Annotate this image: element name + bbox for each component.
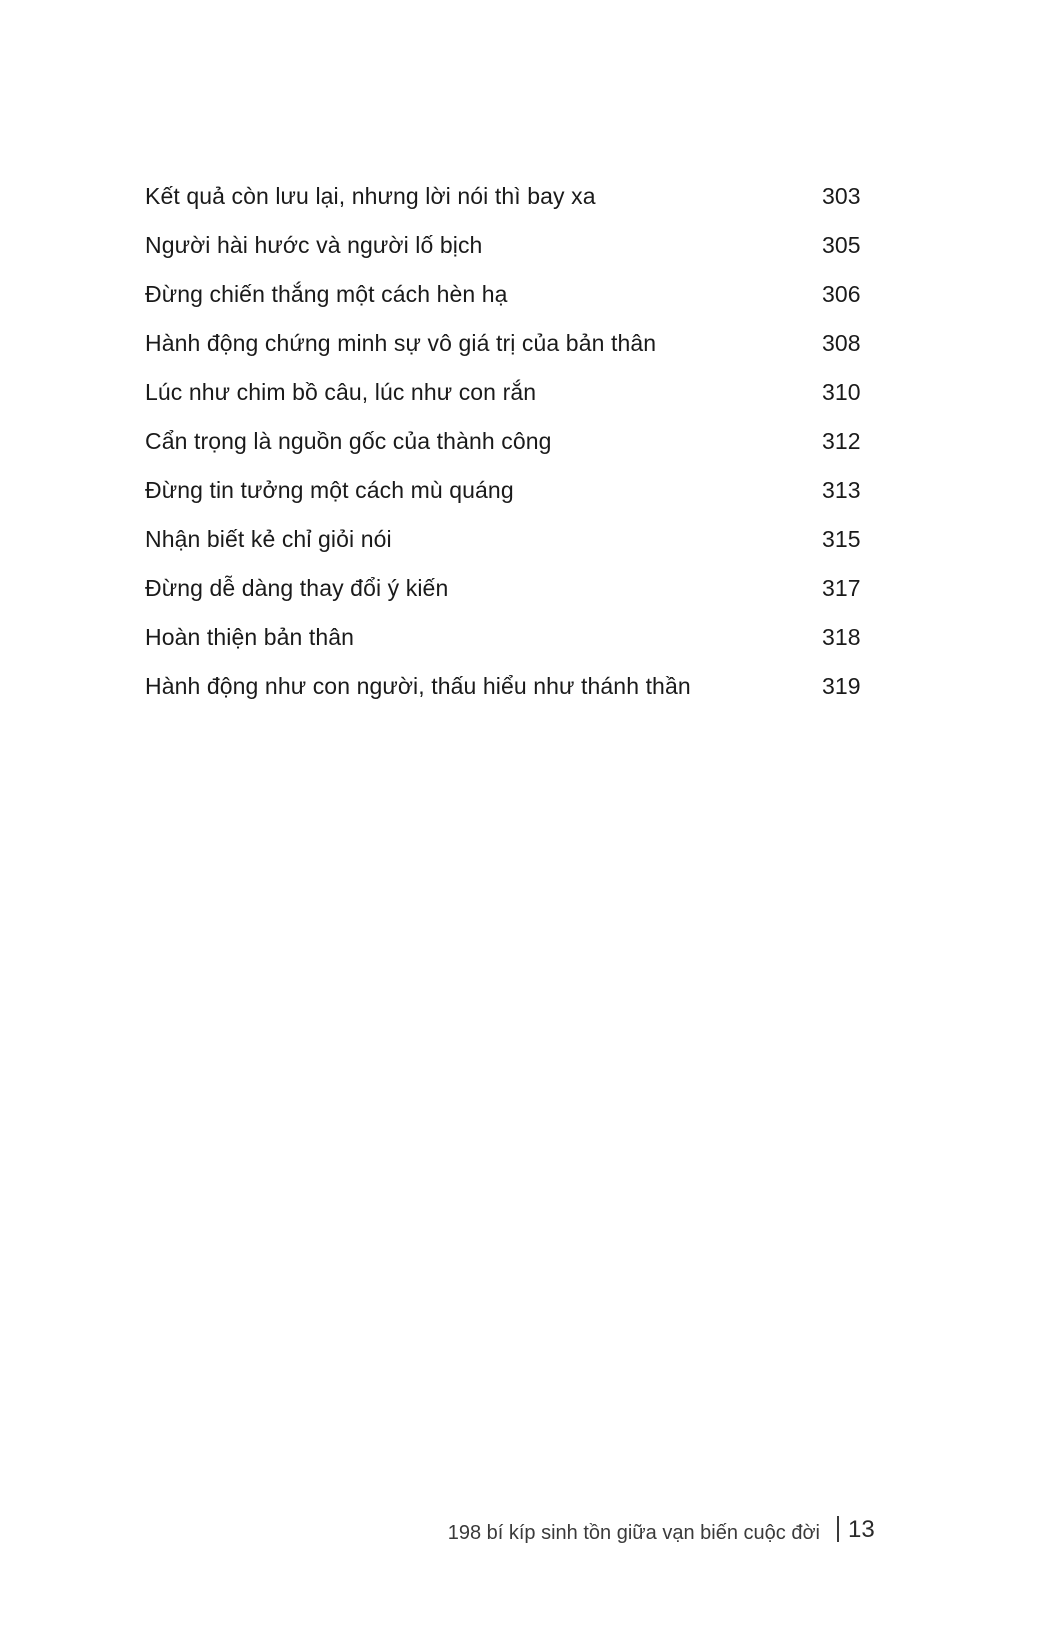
toc-entry-page: 319 <box>822 673 861 699</box>
toc-entry-title: Hoàn thiện bản thân <box>145 624 355 650</box>
toc-entry[interactable] <box>145 564 865 613</box>
page-number: 13 <box>848 1516 875 1543</box>
toc-entry[interactable] <box>145 368 865 417</box>
toc-entry[interactable] <box>145 319 865 368</box>
toc-entry-page: 317 <box>822 575 861 601</box>
toc-entry[interactable] <box>145 270 865 319</box>
toc-entry-title: Đừng dễ dàng thay đổi ý kiến <box>145 575 449 601</box>
toc-entry-title: Lúc như chim bồ câu, lúc như con rắn <box>145 379 537 405</box>
toc-entry[interactable] <box>145 221 865 270</box>
toc-entry-title: Kết quả còn lưu lại, nhưng lời nói thì bay xa <box>145 183 596 209</box>
toc-entry-title: Hành động chứng minh sự vô giá trị của bản thân <box>145 330 657 356</box>
toc-entry-page: 315 <box>822 526 861 552</box>
table-of-contents <box>145 172 865 711</box>
toc-entry-title: Đừng tin tưởng một cách mù quáng <box>145 477 514 503</box>
toc-entry[interactable] <box>145 613 865 662</box>
toc-entry-title: Nhận biết kẻ chỉ giỏi nói <box>145 526 392 552</box>
toc-entry-page: 313 <box>822 477 861 503</box>
toc-entry[interactable] <box>145 515 865 564</box>
toc-entry-page: 303 <box>822 183 861 209</box>
toc-entry-page: 310 <box>822 379 861 405</box>
toc-entry-title: Cẩn trọng là nguồn gốc của thành công <box>145 428 552 454</box>
running-book-title: 198 bí kíp sinh tồn giữa vạn biến cuộc đời <box>447 1522 820 1544</box>
toc-entry[interactable] <box>145 172 865 221</box>
toc-entry-page: 305 <box>822 232 861 258</box>
toc-entry-page: 312 <box>822 428 861 454</box>
toc-entry[interactable] <box>145 417 865 466</box>
page-footer <box>0 1514 878 1548</box>
footer-divider <box>837 1516 839 1542</box>
toc-entry[interactable] <box>145 466 865 515</box>
toc-entry-title: Người hài hước và người lố bịch <box>145 232 483 258</box>
toc-entry-page: 318 <box>822 624 861 650</box>
toc-entry-title: Đừng chiến thắng một cách hèn hạ <box>145 281 508 307</box>
toc-entry-title: Hành động như con người, thấu hiểu như thánh thần <box>145 673 691 699</box>
toc-entry-page: 308 <box>822 330 861 356</box>
toc-entry[interactable] <box>145 662 865 711</box>
toc-entry-page: 306 <box>822 281 861 307</box>
